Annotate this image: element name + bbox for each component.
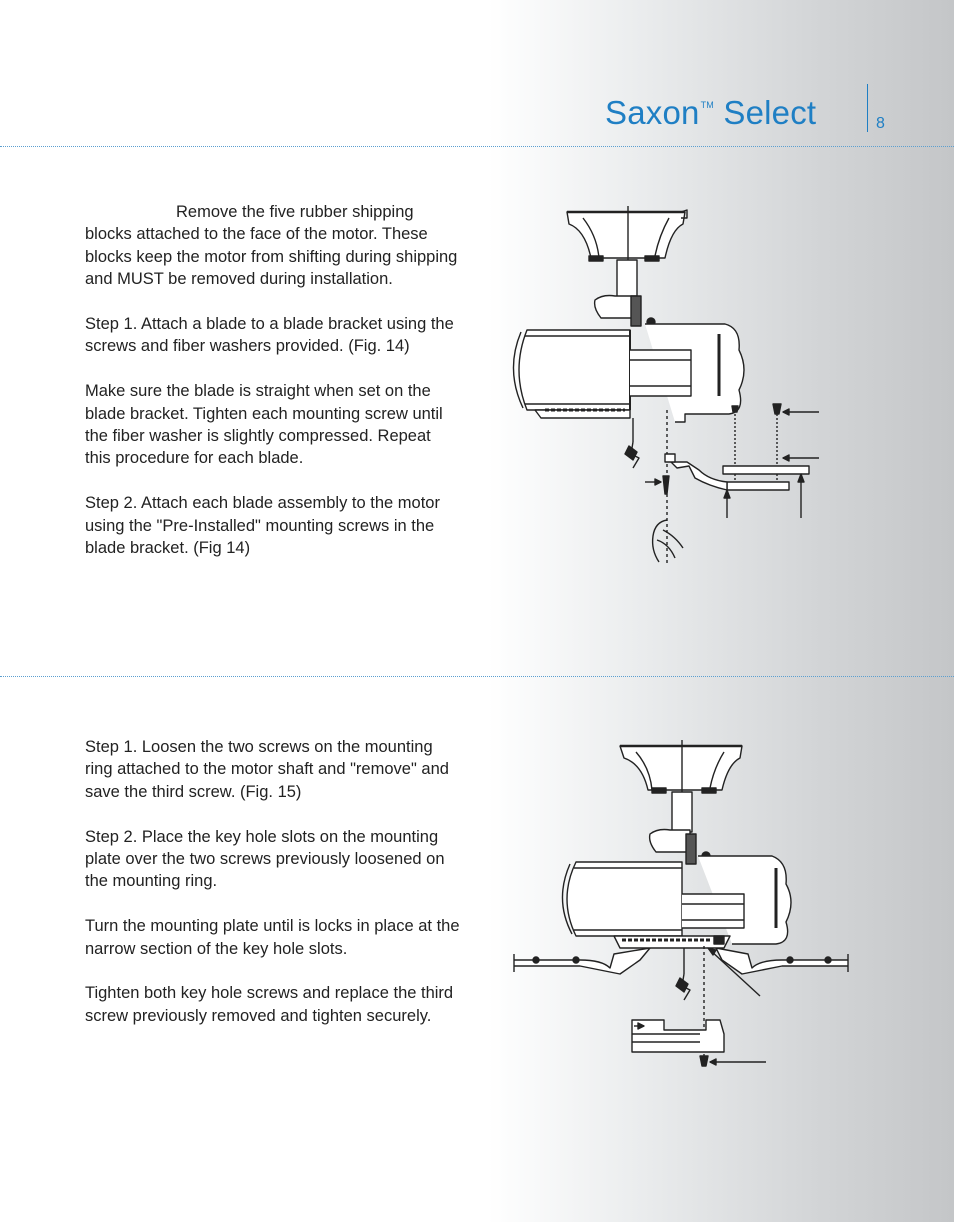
product-name: Select <box>723 94 817 131</box>
mounting-plate-illustration <box>510 734 855 1079</box>
trademark-mark: TM <box>700 100 714 110</box>
header-divider <box>867 84 868 132</box>
section2-text <box>85 736 460 1050</box>
page-title <box>605 94 816 132</box>
brand-name: Saxon <box>605 94 700 131</box>
section1-step2: Step 2. Attach each blade assembly to the motor using the "Pre-Installed" mounting screws in the blade bracket. (Fig 14) <box>85 494 440 558</box>
section1-intro: Remove the five rubber shipping blocks attached to the face of the motor. These blocks keep the motor from shifting during shipping and MUST be removed during installation. <box>85 203 458 289</box>
section2-turn: Turn the mounting plate until is locks in place at the narrow section of the key hole slots. <box>85 917 460 958</box>
fan-blade-attachment-illustration <box>505 200 835 575</box>
page-number: 8 <box>876 115 885 132</box>
section1-note: Make sure the blade is straight when set on the blade bracket. Tighten each mounting screw until the fiber washer is slightly compressed. Repeat this procedure for each blade. <box>85 382 443 468</box>
section1-step1: Step 1. Attach a blade to a blade bracket using the screws and fiber washers provided. (Fig. 14) <box>85 315 454 356</box>
section2-tighten: Tighten both key hole screws and replace the third screw previously removed and tighten securely. <box>85 984 454 1025</box>
top-divider <box>0 146 954 147</box>
section1-text <box>85 201 460 582</box>
middle-divider <box>0 676 954 677</box>
section2-step1: Step 1. Loosen the two screws on the mounting ring attached to the motor shaft and "remove" and save the third screw. (Fig. 15) <box>85 738 449 801</box>
section2-step2: Step 2. Place the key hole slots on the mounting plate over the two screws previously loosened on the mounting ring. <box>85 827 445 891</box>
